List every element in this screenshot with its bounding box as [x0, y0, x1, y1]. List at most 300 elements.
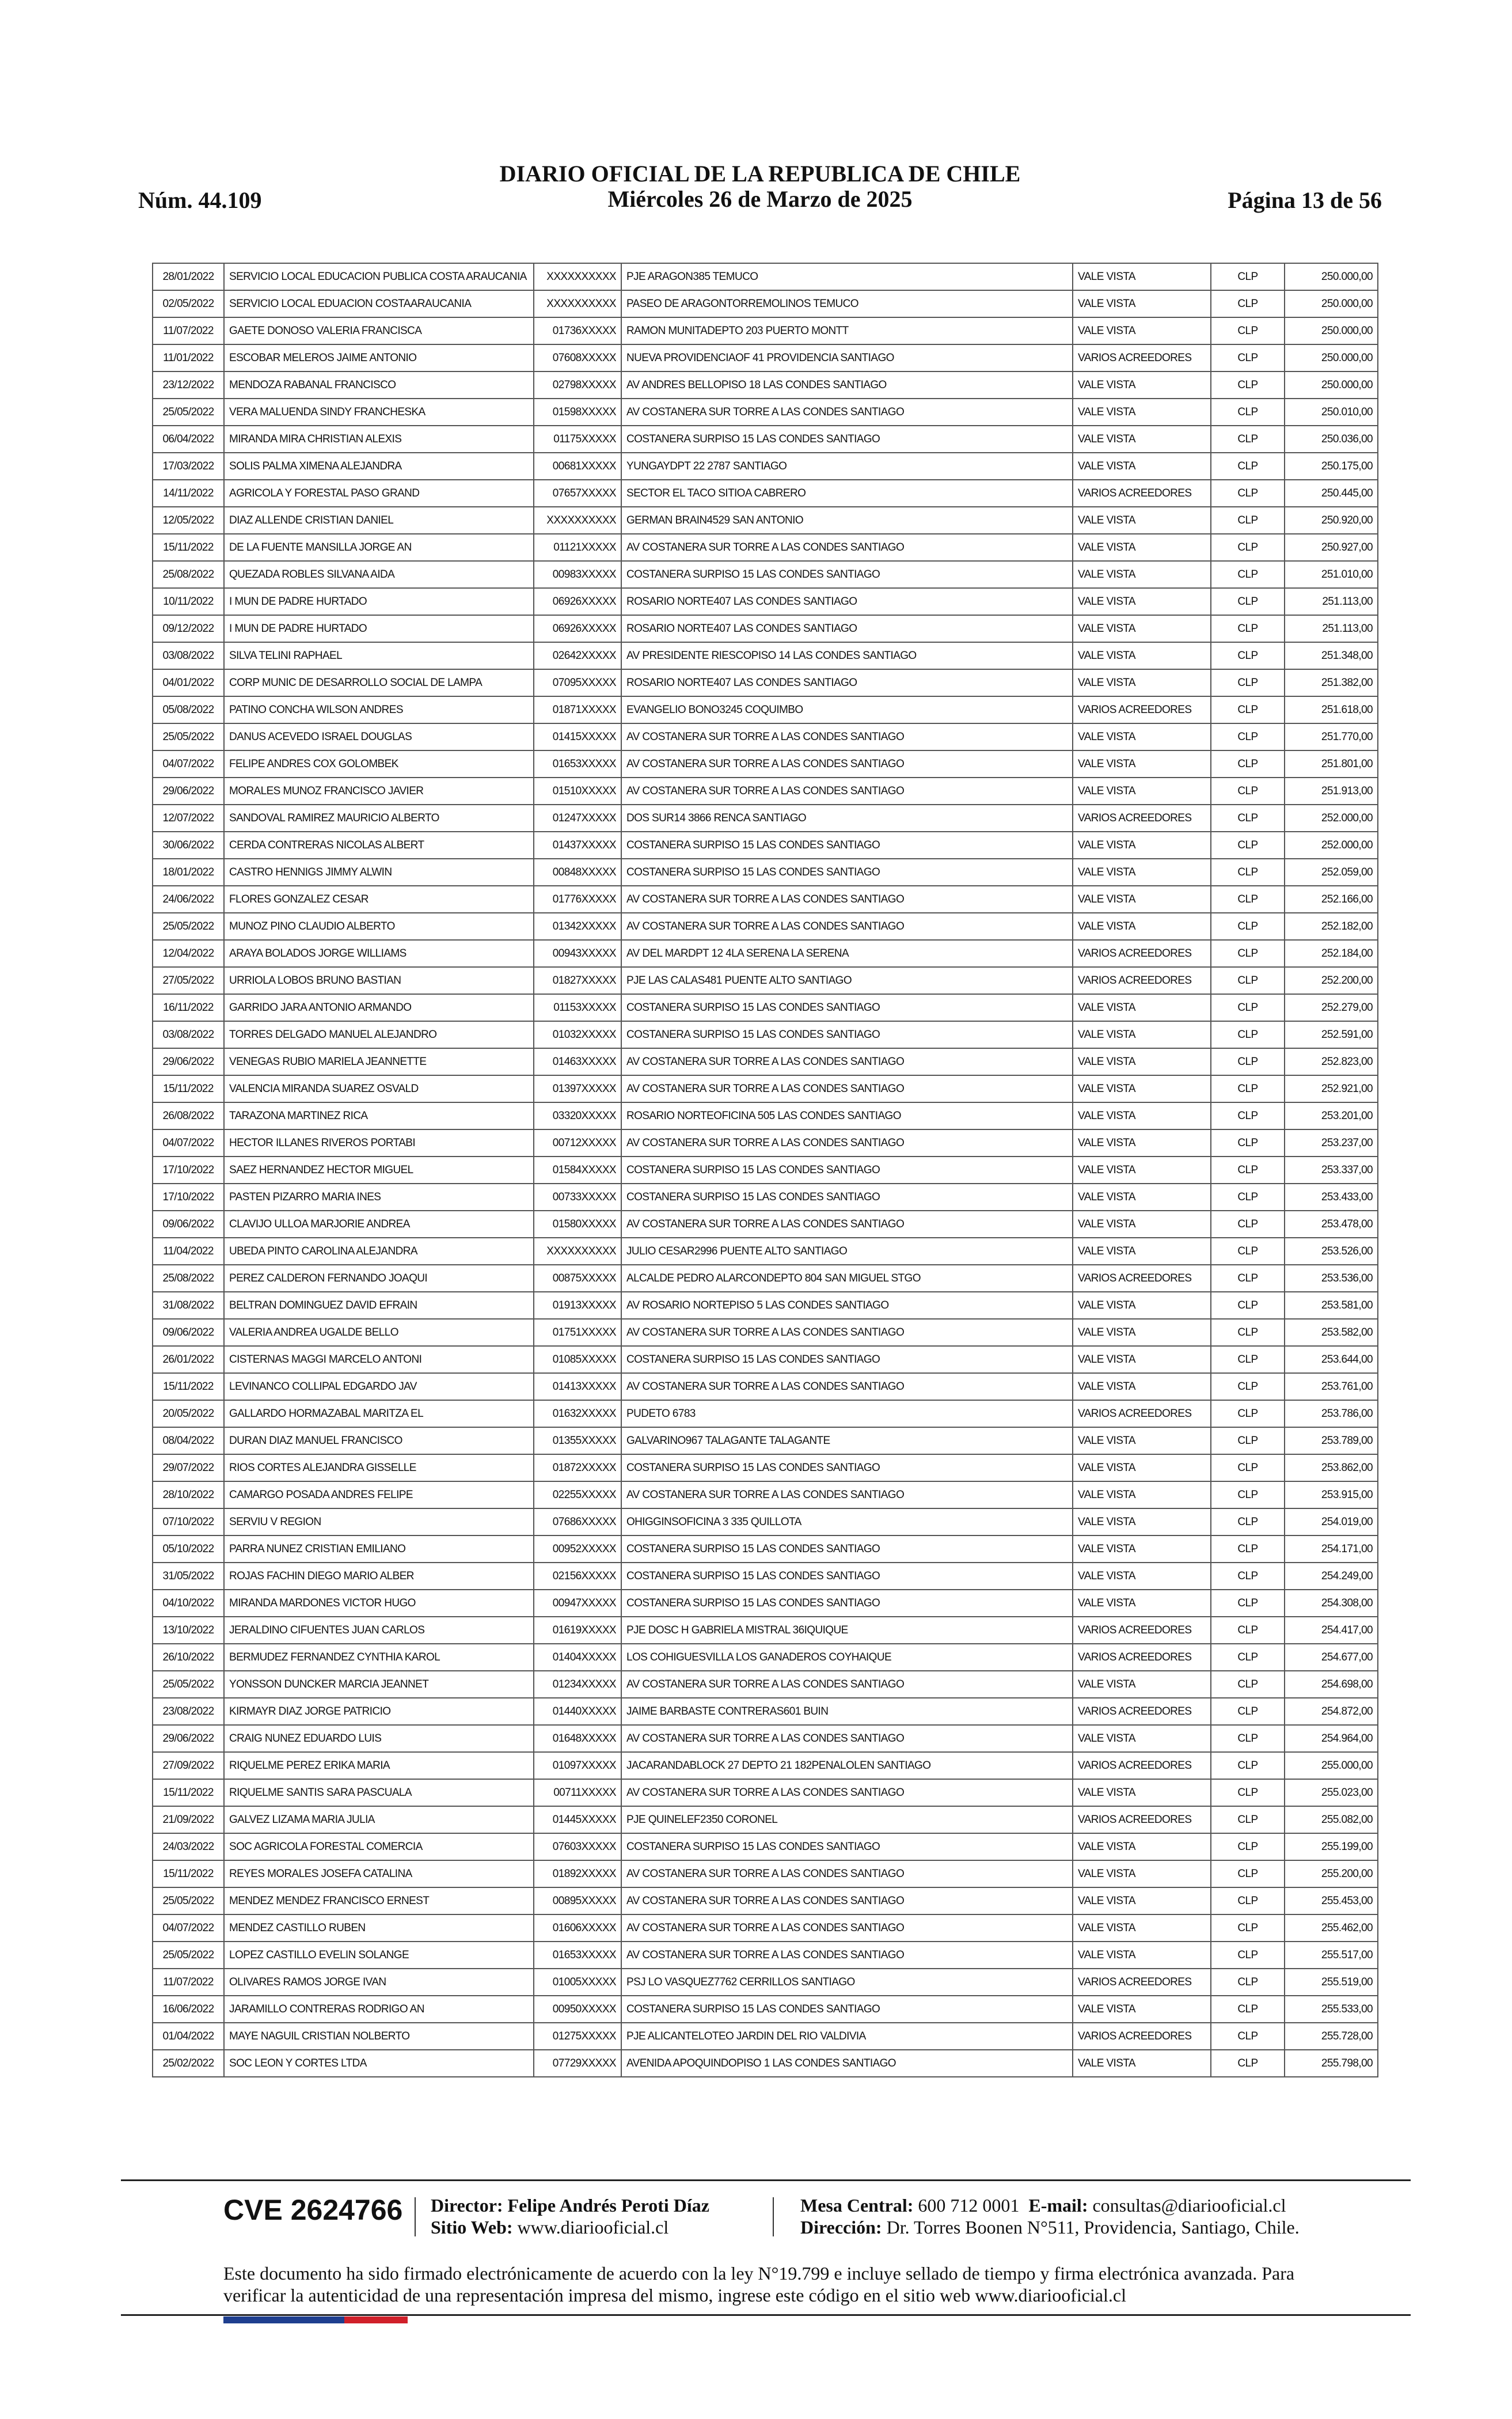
address-cell: AV COSTANERA SUR TORRE A LAS CONDES SANTIAGO: [621, 750, 1073, 778]
address-cell: RAMON MUNITADEPTO 203 PUERTO MONTT: [621, 317, 1073, 344]
table-row: [153, 1535, 1378, 1563]
address-cell: DOS SUR14 3866 RENCA SANTIAGO: [621, 805, 1073, 832]
address-cell: AV COSTANERA SUR TORRE A LAS CONDES SANTIAGO: [621, 778, 1073, 805]
address-cell: EVANGELIO BONO3245 COQUIMBO: [621, 696, 1073, 723]
currency-cell: CLP: [1211, 1644, 1285, 1671]
currency-cell: CLP: [1211, 1292, 1285, 1319]
amount-cell: 253.526,00: [1285, 1238, 1378, 1265]
date-cell: 25/08/2022: [153, 1265, 224, 1292]
director-name: Felipe Andrés Peroti Díaz: [507, 2195, 709, 2216]
currency-cell: CLP: [1211, 1265, 1285, 1292]
name-cell: GALLARDO HORMAZABAL MARITZA EL: [224, 1400, 534, 1427]
currency-cell: CLP: [1211, 750, 1285, 778]
name-cell: REYES MORALES JOSEFA CATALINA: [224, 1860, 534, 1887]
amount-cell: 251.618,00: [1285, 696, 1378, 723]
date-cell: 29/06/2022: [153, 1048, 224, 1075]
name-cell: SAEZ HERNANDEZ HECTOR MIGUEL: [224, 1157, 534, 1184]
amount-cell: 255.519,00: [1285, 1969, 1378, 1996]
name-cell: BELTRAN DOMINGUEZ DAVID EFRAIN: [224, 1292, 534, 1319]
name-cell: VALENCIA MIRANDA SUAREZ OSVALD: [224, 1075, 534, 1102]
rut-cell: 01440XXXXX: [534, 1698, 621, 1725]
footer-divider-bottom: [121, 2314, 1411, 2316]
name-cell: FELIPE ANDRES COX GOLOMBEK: [224, 750, 534, 778]
rut-cell: 01175XXXXX: [534, 426, 621, 453]
amount-cell: 255.082,00: [1285, 1806, 1378, 1833]
payment-type-cell: VARIOS ACREEDORES: [1073, 805, 1211, 832]
amount-cell: 253.915,00: [1285, 1481, 1378, 1508]
currency-cell: CLP: [1211, 290, 1285, 317]
currency-cell: CLP: [1211, 778, 1285, 805]
name-cell: SERVICIO LOCAL EDUACION COSTAARAUCANIA: [224, 290, 534, 317]
payment-type-cell: VALE VISTA: [1073, 615, 1211, 642]
payment-type-cell: VALE VISTA: [1073, 1048, 1211, 1075]
date-cell: 17/03/2022: [153, 453, 224, 480]
name-cell: CAMARGO POSADA ANDRES FELIPE: [224, 1481, 534, 1508]
table-row: [153, 696, 1378, 723]
amount-cell: 252.279,00: [1285, 994, 1378, 1021]
rut-cell: XXXXXXXXXX: [534, 290, 621, 317]
currency-cell: CLP: [1211, 1129, 1285, 1157]
name-cell: MUNOZ PINO CLAUDIO ALBERTO: [224, 913, 534, 940]
currency-cell: CLP: [1211, 913, 1285, 940]
amount-cell: 250.000,00: [1285, 317, 1378, 344]
name-cell: SERVIU V REGION: [224, 1508, 534, 1535]
address-cell: COSTANERA SURPISO 15 LAS CONDES SANTIAGO: [621, 1833, 1073, 1860]
payment-type-cell: VALE VISTA: [1073, 1914, 1211, 1942]
rut-cell: 07603XXXXX: [534, 1833, 621, 1860]
payment-type-cell: VARIOS ACREEDORES: [1073, 1698, 1211, 1725]
payment-type-cell: VALE VISTA: [1073, 1373, 1211, 1400]
table-row: [153, 371, 1378, 399]
name-cell: DANUS ACEVEDO ISRAEL DOUGLAS: [224, 723, 534, 750]
amount-cell: 255.000,00: [1285, 1752, 1378, 1779]
amount-cell: 250.000,00: [1285, 371, 1378, 399]
table-row: [153, 317, 1378, 344]
date-cell: 24/06/2022: [153, 886, 224, 913]
rut-cell: 01827XXXXX: [534, 967, 621, 994]
address-cell: PJE LAS CALAS481 PUENTE ALTO SANTIAGO: [621, 967, 1073, 994]
payment-type-cell: VARIOS ACREEDORES: [1073, 480, 1211, 507]
address-cell: PJE DOSC H GABRIELA MISTRAL 36IQUIQUE: [621, 1617, 1073, 1644]
address-cell: PASEO DE ARAGONTORREMOLINOS TEMUCO: [621, 290, 1073, 317]
address-cell: AV COSTANERA SUR TORRE A LAS CONDES SANTIAGO: [621, 399, 1073, 426]
rut-cell: 06926XXXXX: [534, 588, 621, 615]
currency-cell: CLP: [1211, 1563, 1285, 1590]
rut-cell: 07729XXXXX: [534, 2050, 621, 2077]
table-row: [153, 1698, 1378, 1725]
address-cell: AV COSTANERA SUR TORRE A LAS CONDES SANTIAGO: [621, 1671, 1073, 1698]
address-cell: COSTANERA SURPISO 15 LAS CONDES SANTIAGO: [621, 1563, 1073, 1590]
name-cell: MIRANDA MIRA CHRISTIAN ALEXIS: [224, 426, 534, 453]
payment-type-cell: VALE VISTA: [1073, 1481, 1211, 1508]
date-cell: 17/10/2022: [153, 1184, 224, 1211]
currency-cell: CLP: [1211, 426, 1285, 453]
date-cell: 24/03/2022: [153, 1833, 224, 1860]
date-cell: 08/04/2022: [153, 1427, 224, 1454]
address-cell: AV COSTANERA SUR TORRE A LAS CONDES SANTIAGO: [621, 1048, 1073, 1075]
name-cell: RIQUELME SANTIS SARA PASCUALA: [224, 1779, 534, 1806]
date-cell: 25/05/2022: [153, 723, 224, 750]
currency-cell: CLP: [1211, 480, 1285, 507]
date-cell: 18/01/2022: [153, 859, 224, 886]
amount-cell: 253.433,00: [1285, 1184, 1378, 1211]
address-cell: COSTANERA SURPISO 15 LAS CONDES SANTIAGO: [621, 1184, 1073, 1211]
payment-type-cell: VARIOS ACREEDORES: [1073, 940, 1211, 967]
payment-type-cell: VALE VISTA: [1073, 1454, 1211, 1481]
name-cell: LEVINANCO COLLIPAL EDGARDO JAV: [224, 1373, 534, 1400]
date-cell: 12/04/2022: [153, 940, 224, 967]
date-cell: 03/08/2022: [153, 1021, 224, 1048]
mesa-central-label: Mesa Central:: [800, 2195, 914, 2216]
footer-divider-top: [121, 2179, 1411, 2181]
payment-type-cell: VALE VISTA: [1073, 1102, 1211, 1129]
currency-cell: CLP: [1211, 399, 1285, 426]
name-cell: AGRICOLA Y FORESTAL PASO GRAND: [224, 480, 534, 507]
name-cell: LOPEZ CASTILLO EVELIN SOLANGE: [224, 1942, 534, 1969]
table-row: [153, 1806, 1378, 1833]
website-link[interactable]: www.diariooficial.cl: [517, 2217, 669, 2238]
currency-cell: CLP: [1211, 886, 1285, 913]
currency-cell: CLP: [1211, 1887, 1285, 1914]
address-value: Dr. Torres Boonen N°511, Providencia, Santiago, Chile.: [886, 2217, 1300, 2238]
rut-cell: 00875XXXXX: [534, 1265, 621, 1292]
address-cell: AV COSTANERA SUR TORRE A LAS CONDES SANTIAGO: [621, 1887, 1073, 1914]
currency-cell: CLP: [1211, 1942, 1285, 1969]
table-row: [153, 615, 1378, 642]
table-row: [153, 1292, 1378, 1319]
name-cell: SERVICIO LOCAL EDUCACION PUBLICA COSTA ARAUCANIA: [224, 263, 534, 290]
table-row: [153, 778, 1378, 805]
table-row: [153, 723, 1378, 750]
table-row: [153, 534, 1378, 561]
date-cell: 28/10/2022: [153, 1481, 224, 1508]
date-cell: 25/05/2022: [153, 1671, 224, 1698]
table-row: [153, 1969, 1378, 1996]
table-row: [153, 1319, 1378, 1346]
rut-cell: 06926XXXXX: [534, 615, 621, 642]
amount-cell: 254.417,00: [1285, 1617, 1378, 1644]
payment-type-cell: VALE VISTA: [1073, 1319, 1211, 1346]
name-cell: TORRES DELGADO MANUEL ALEJANDRO: [224, 1021, 534, 1048]
amount-cell: 255.023,00: [1285, 1779, 1378, 1806]
date-cell: 26/10/2022: [153, 1644, 224, 1671]
table-row: [153, 1184, 1378, 1211]
payment-type-cell: VALE VISTA: [1073, 1508, 1211, 1535]
currency-cell: CLP: [1211, 507, 1285, 534]
address-label: Dirección:: [800, 2217, 882, 2238]
amount-cell: 255.533,00: [1285, 1996, 1378, 2023]
currency-cell: CLP: [1211, 1373, 1285, 1400]
name-cell: I MUN DE PADRE HURTADO: [224, 615, 534, 642]
publication-date: Miércoles 26 de Marzo de 2025: [607, 186, 913, 212]
address-cell: AV COSTANERA SUR TORRE A LAS CONDES SANTIAGO: [621, 886, 1073, 913]
payment-type-cell: VALE VISTA: [1073, 1184, 1211, 1211]
currency-cell: CLP: [1211, 1752, 1285, 1779]
address-cell: OHIGGINSOFICINA 3 335 QUILLOTA: [621, 1508, 1073, 1535]
payment-type-cell: VALE VISTA: [1073, 994, 1211, 1021]
payment-type-cell: VARIOS ACREEDORES: [1073, 344, 1211, 371]
amount-cell: 252.184,00: [1285, 940, 1378, 967]
currency-cell: CLP: [1211, 723, 1285, 750]
table-row: [153, 1914, 1378, 1942]
address-cell: COSTANERA SURPISO 15 LAS CONDES SANTIAGO: [621, 832, 1073, 859]
date-cell: 25/05/2022: [153, 399, 224, 426]
rut-cell: 02798XXXXX: [534, 371, 621, 399]
rut-cell: 01598XXXXX: [534, 399, 621, 426]
currency-cell: CLP: [1211, 1075, 1285, 1102]
date-cell: 30/06/2022: [153, 832, 224, 859]
records-table-container: [152, 263, 1377, 2129]
date-cell: 20/05/2022: [153, 1400, 224, 1427]
rut-cell: 01736XXXXX: [534, 317, 621, 344]
table-row: [153, 1833, 1378, 1860]
rut-cell: 00681XXXXX: [534, 453, 621, 480]
rut-cell: 01584XXXXX: [534, 1157, 621, 1184]
rut-cell: 02642XXXXX: [534, 642, 621, 669]
payment-type-cell: VALE VISTA: [1073, 1427, 1211, 1454]
rut-cell: 00895XXXXX: [534, 1887, 621, 1914]
table-row: [153, 1373, 1378, 1400]
flag-stripe-blue: [223, 2316, 344, 2323]
table-row: [153, 1265, 1378, 1292]
amount-cell: 253.581,00: [1285, 1292, 1378, 1319]
contact-block: [800, 2194, 1300, 2238]
name-cell: I MUN DE PADRE HURTADO: [224, 588, 534, 615]
date-cell: 16/06/2022: [153, 1996, 224, 2023]
address-cell: SECTOR EL TACO SITIOA CABRERO: [621, 480, 1073, 507]
table-row: [153, 1346, 1378, 1373]
amount-cell: 252.921,00: [1285, 1075, 1378, 1102]
rut-cell: 01097XXXXX: [534, 1752, 621, 1779]
date-cell: 25/05/2022: [153, 1942, 224, 1969]
payment-type-cell: VALE VISTA: [1073, 1671, 1211, 1698]
amount-cell: 253.582,00: [1285, 1319, 1378, 1346]
date-cell: 28/01/2022: [153, 263, 224, 290]
payment-type-cell: VARIOS ACREEDORES: [1073, 967, 1211, 994]
payment-type-cell: VALE VISTA: [1073, 886, 1211, 913]
table-row: [153, 426, 1378, 453]
amount-cell: 253.761,00: [1285, 1373, 1378, 1400]
currency-cell: CLP: [1211, 669, 1285, 696]
address-cell: COSTANERA SURPISO 15 LAS CONDES SANTIAGO: [621, 1157, 1073, 1184]
payment-type-cell: VARIOS ACREEDORES: [1073, 1752, 1211, 1779]
table-row: [153, 1563, 1378, 1590]
currency-cell: CLP: [1211, 453, 1285, 480]
amount-cell: 254.308,00: [1285, 1590, 1378, 1617]
table-row: [153, 940, 1378, 967]
currency-cell: CLP: [1211, 940, 1285, 967]
name-cell: MENDEZ CASTILLO RUBEN: [224, 1914, 534, 1942]
payment-type-cell: VALE VISTA: [1073, 507, 1211, 534]
address-cell: PUDETO 6783: [621, 1400, 1073, 1427]
address-cell: COSTANERA SURPISO 15 LAS CONDES SANTIAGO: [621, 859, 1073, 886]
table-row: [153, 1644, 1378, 1671]
publication-title-block: [138, 161, 1382, 212]
address-cell: ROSARIO NORTE407 LAS CONDES SANTIAGO: [621, 669, 1073, 696]
publication-title: DIARIO OFICIAL DE LA REPUBLICA DE CHILE: [499, 161, 1021, 187]
rut-cell: 07657XXXXX: [534, 480, 621, 507]
rut-cell: 01342XXXXX: [534, 913, 621, 940]
date-cell: 27/05/2022: [153, 967, 224, 994]
name-cell: PARRA NUNEZ CRISTIAN EMILIANO: [224, 1535, 534, 1563]
amount-cell: 254.964,00: [1285, 1725, 1378, 1752]
address-cell: AVENIDA APOQUINDOPISO 1 LAS CONDES SANTIAGO: [621, 2050, 1073, 2077]
payment-type-cell: VALE VISTA: [1073, 534, 1211, 561]
table-row: [153, 1942, 1378, 1969]
table-row: [153, 886, 1378, 913]
name-cell: QUEZADA ROBLES SILVANA AIDA: [224, 561, 534, 588]
name-cell: VERA MALUENDA SINDY FRANCHESKA: [224, 399, 534, 426]
table-row: [153, 1590, 1378, 1617]
payment-type-cell: VARIOS ACREEDORES: [1073, 1400, 1211, 1427]
payment-type-cell: VALE VISTA: [1073, 1535, 1211, 1563]
date-cell: 29/07/2022: [153, 1454, 224, 1481]
flag-stripe-red: [344, 2316, 408, 2323]
address-cell: AV COSTANERA SUR TORRE A LAS CONDES SANTIAGO: [621, 1725, 1073, 1752]
payment-type-cell: VALE VISTA: [1073, 263, 1211, 290]
date-cell: 15/11/2022: [153, 534, 224, 561]
rut-cell: 01632XXXXX: [534, 1400, 621, 1427]
currency-cell: CLP: [1211, 1508, 1285, 1535]
amount-cell: 254.171,00: [1285, 1535, 1378, 1563]
currency-cell: CLP: [1211, 1346, 1285, 1373]
table-row: [153, 1400, 1378, 1427]
date-cell: 15/11/2022: [153, 1373, 224, 1400]
currency-cell: CLP: [1211, 344, 1285, 371]
payment-type-cell: VARIOS ACREEDORES: [1073, 1617, 1211, 1644]
amount-cell: 254.872,00: [1285, 1698, 1378, 1725]
rut-cell: 01247XXXXX: [534, 805, 621, 832]
table-row: [153, 290, 1378, 317]
name-cell: HECTOR ILLANES RIVEROS PORTABI: [224, 1129, 534, 1157]
address-cell: GALVARINO967 TALAGANTE TALAGANTE: [621, 1427, 1073, 1454]
rut-cell: 01355XXXXX: [534, 1427, 621, 1454]
name-cell: PASTEN PIZARRO MARIA INES: [224, 1184, 534, 1211]
date-cell: 06/04/2022: [153, 426, 224, 453]
table-row: [153, 967, 1378, 994]
rut-cell: 00711XXXXX: [534, 1779, 621, 1806]
currency-cell: CLP: [1211, 859, 1285, 886]
amount-cell: 250.000,00: [1285, 344, 1378, 371]
rut-cell: 00943XXXXX: [534, 940, 621, 967]
payment-type-cell: VALE VISTA: [1073, 859, 1211, 886]
amount-cell: 254.249,00: [1285, 1563, 1378, 1590]
date-cell: 12/07/2022: [153, 805, 224, 832]
date-cell: 02/05/2022: [153, 290, 224, 317]
address-cell: AV COSTANERA SUR TORRE A LAS CONDES SANTIAGO: [621, 1211, 1073, 1238]
currency-cell: CLP: [1211, 1535, 1285, 1563]
date-cell: 12/05/2022: [153, 507, 224, 534]
amount-cell: 255.462,00: [1285, 1914, 1378, 1942]
rut-cell: XXXXXXXXXX: [534, 507, 621, 534]
name-cell: SOLIS PALMA XIMENA ALEJANDRA: [224, 453, 534, 480]
date-cell: 29/06/2022: [153, 1725, 224, 1752]
name-cell: SOC LEON Y CORTES LTDA: [224, 2050, 534, 2077]
rut-cell: 01085XXXXX: [534, 1346, 621, 1373]
date-cell: 04/07/2022: [153, 1129, 224, 1157]
table-row: [153, 1481, 1378, 1508]
name-cell: DURAN DIAZ MANUEL FRANCISCO: [224, 1427, 534, 1454]
mesa-central-value: 600 712 0001: [918, 2195, 1020, 2216]
amount-cell: 252.166,00: [1285, 886, 1378, 913]
name-cell: ESCOBAR MELEROS JAIME ANTONIO: [224, 344, 534, 371]
rut-cell: 01619XXXXX: [534, 1617, 621, 1644]
table-row: [153, 1860, 1378, 1887]
rut-cell: 07686XXXXX: [534, 1508, 621, 1535]
name-cell: VENEGAS RUBIO MARIELA JEANNETTE: [224, 1048, 534, 1075]
records-table: [152, 263, 1378, 2077]
name-cell: SOC AGRICOLA FORESTAL COMERCIA: [224, 1833, 534, 1860]
address-cell: LOS COHIGUESVILLA LOS GANADEROS COYHAIQUE: [621, 1644, 1073, 1671]
table-row: [153, 263, 1378, 290]
date-cell: 23/08/2022: [153, 1698, 224, 1725]
name-cell: MORALES MUNOZ FRANCISCO JAVIER: [224, 778, 534, 805]
records-table-body: [153, 263, 1378, 2077]
currency-cell: CLP: [1211, 1779, 1285, 1806]
rut-cell: 00733XXXXX: [534, 1184, 621, 1211]
page-header: [138, 161, 1382, 225]
name-cell: ARAYA BOLADOS JORGE WILLIAMS: [224, 940, 534, 967]
date-cell: 11/04/2022: [153, 1238, 224, 1265]
payment-type-cell: VARIOS ACREEDORES: [1073, 1969, 1211, 1996]
address-cell: AV DEL MARDPT 12 4LA SERENA LA SERENA: [621, 940, 1073, 967]
director-block: [431, 2194, 709, 2238]
date-cell: 01/04/2022: [153, 2023, 224, 2050]
currency-cell: CLP: [1211, 1860, 1285, 1887]
payment-type-cell: VALE VISTA: [1073, 778, 1211, 805]
table-row: [153, 1129, 1378, 1157]
table-row: [153, 588, 1378, 615]
payment-type-cell: VALE VISTA: [1073, 1211, 1211, 1238]
payment-type-cell: VALE VISTA: [1073, 642, 1211, 669]
table-row: [153, 1887, 1378, 1914]
amount-cell: 250.927,00: [1285, 534, 1378, 561]
amount-cell: 251.113,00: [1285, 588, 1378, 615]
address-cell: ROSARIO NORTE407 LAS CONDES SANTIAGO: [621, 615, 1073, 642]
address-cell: AV ROSARIO NORTEPISO 5 LAS CONDES SANTIAGO: [621, 1292, 1073, 1319]
rut-cell: 01913XXXXX: [534, 1292, 621, 1319]
rut-cell: 01871XXXXX: [534, 696, 621, 723]
amount-cell: 250.175,00: [1285, 453, 1378, 480]
email-link[interactable]: consultas@diariooficial.cl: [1092, 2195, 1286, 2216]
name-cell: URRIOLA LOBOS BRUNO BASTIAN: [224, 967, 534, 994]
currency-cell: CLP: [1211, 588, 1285, 615]
name-cell: PEREZ CALDERON FERNANDO JOAQUI: [224, 1265, 534, 1292]
table-row: [153, 1075, 1378, 1102]
name-cell: DIAZ ALLENDE CRISTIAN DANIEL: [224, 507, 534, 534]
currency-cell: CLP: [1211, 263, 1285, 290]
rut-cell: 07095XXXXX: [534, 669, 621, 696]
cve-code: CVE 2624766: [223, 2194, 403, 2226]
payment-type-cell: VALE VISTA: [1073, 1779, 1211, 1806]
date-cell: 29/06/2022: [153, 778, 224, 805]
table-row: [153, 507, 1378, 534]
address-cell: COSTANERA SURPISO 15 LAS CONDES SANTIAGO: [621, 1454, 1073, 1481]
name-cell: CISTERNAS MAGGI MARCELO ANTONI: [224, 1346, 534, 1373]
payment-type-cell: VARIOS ACREEDORES: [1073, 1265, 1211, 1292]
website-label: Sitio Web:: [431, 2217, 513, 2238]
amount-cell: 251.113,00: [1285, 615, 1378, 642]
director-label: Director:: [431, 2195, 503, 2216]
date-cell: 21/09/2022: [153, 1806, 224, 1833]
rut-cell: 07608XXXXX: [534, 344, 621, 371]
payment-type-cell: VALE VISTA: [1073, 426, 1211, 453]
table-row: [153, 1102, 1378, 1129]
payment-type-cell: VALE VISTA: [1073, 1860, 1211, 1887]
name-cell: JARAMILLO CONTRERAS RODRIGO AN: [224, 1996, 534, 2023]
name-cell: TARAZONA MARTINEZ RICA: [224, 1102, 534, 1129]
date-cell: 25/02/2022: [153, 2050, 224, 2077]
